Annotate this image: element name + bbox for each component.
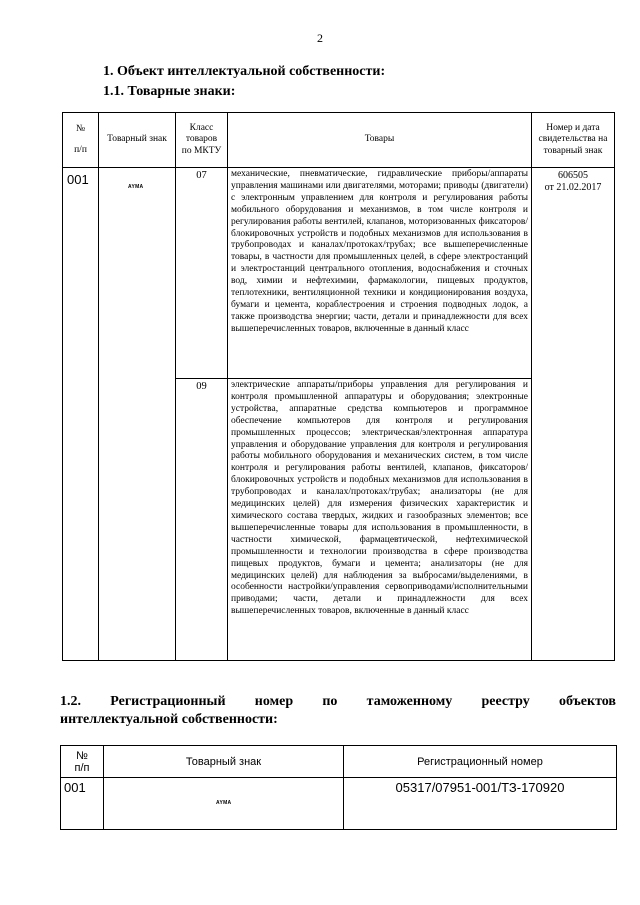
row-number: 001 bbox=[63, 168, 99, 661]
registration-number: 05317/07951-001/ТЗ-170920 bbox=[344, 778, 617, 830]
goods-class-07: механические, пневматические, гидравлические приборы/аппараты управления машинами или двигателями, моторами; приводы (двигатели) с электронным управлением для контроля и регулирования работы мобильного оборудования и механизмов, в том числе контроля и регулирования работы вентилей, клапанов, моторизованных фиксаторов/блокировочных устройств и подобных механизмов для использования в трубопроводах и каналах/протоках/трубах; все вышеперечисленные товары, в частности для промышленных целей, в сфере электростанций и электростанций центрального отопления, водоснабжения и сточных вод, химии и нефтехимии, фармакологии, пищевых продуктов, теплотехники, вентиляционной техники и кондиционирования воздуха, бумаги и цемента, кораблестроения и строения подводных лодок, а также производства энергии; части, детали и принадлежности для всех вышеперечисленных товаров, включенные в данный класс bbox=[228, 168, 532, 379]
reg-header-number-line1: № bbox=[76, 749, 88, 762]
goods-class-09: электрические аппараты/приборы управления для регулирования и контроля промышленной аппаратуры и оборудования; электронные устройства, аппаратные средства компьютеров и программное обеспечение компьютеров для контроля и регулирования промышленных процессов; электрическая/электронная аппаратура управления и оборудование управления для контроля и регулирования работы мобильного оборудования и механических систем, в том числе контроля и регулирования работы вентилей, клапанов, фиксаторов/блокировочных устройств и подобных механизмов для использования в трубопроводах и каналах/протоках/трубах; анализаторы (не для медицинских целей) для измерения физических характеристик и химического состава твердых, жидких и газообразных элементов; все вышеперечисленные товары для использования в промышленности, в частности химической, фармацевтической, нефтехимической промышленности и технологии производства в сфере производства пищевых продуктов, бумаги и цемента; анализаторы (не для медицинских целей) для наблюдения за выбросами/выделениями, в особенности настройки/управления сервоприводами/исполнительными приводами; части, детали и принадлежности для всех вышеперечисленных товаров, включенные в данный класс bbox=[228, 379, 532, 661]
table-row bbox=[63, 168, 615, 379]
reg-header-number bbox=[61, 746, 104, 778]
section-1-2-title-line2: интеллектуальной собственности: bbox=[60, 712, 278, 727]
trademarks-table-header bbox=[63, 113, 615, 168]
header-number-line1: № bbox=[75, 124, 86, 135]
reg-trademark-cell bbox=[104, 778, 344, 830]
section-1-title: 1. Объект интеллектуальной собственности: bbox=[103, 64, 386, 79]
header-certificate bbox=[532, 113, 615, 168]
header-cert-line2: свидетельства на bbox=[538, 134, 608, 145]
trademark-cell bbox=[99, 168, 176, 661]
section-1-2-title-line1: 1.2. Регистрационный номер по таможенному реестру объектов bbox=[60, 694, 616, 709]
reg-header-trademark: Товарный знак bbox=[104, 746, 344, 778]
section-1-1-title: 1.1. Товарные знаки: bbox=[103, 84, 236, 99]
header-cert-line3: товарный знак bbox=[543, 145, 603, 156]
certificate-cell bbox=[532, 168, 615, 661]
certificate-number: 606505 bbox=[558, 170, 588, 181]
header-class-line1: Класс bbox=[189, 123, 214, 134]
header-class-line3: по МКТУ bbox=[181, 145, 222, 156]
header-cert-line1: Номер и дата bbox=[546, 123, 600, 134]
header-goods: Товары bbox=[228, 113, 532, 168]
reg-row-number: 001 bbox=[61, 778, 104, 830]
registration-table bbox=[60, 745, 617, 830]
class-07: 07 bbox=[176, 168, 228, 379]
page-number: 2 bbox=[317, 31, 323, 45]
table-row bbox=[61, 778, 617, 830]
class-09: 09 bbox=[176, 379, 228, 661]
header-number bbox=[63, 113, 99, 168]
header-number-line2: п/п bbox=[74, 144, 87, 155]
header-class-line2: товаров bbox=[185, 134, 218, 145]
reg-header-number-line2: п/п bbox=[74, 761, 90, 774]
reg-header-reg-number: Регистрационный номер bbox=[344, 746, 617, 778]
trademarks-table bbox=[62, 112, 615, 661]
certificate-date: от 21.02.2017 bbox=[544, 182, 602, 193]
header-trademark: Товарный знак bbox=[99, 113, 176, 168]
header-class bbox=[176, 113, 228, 168]
registration-table-header bbox=[61, 746, 617, 778]
trademark-logo: AYMA bbox=[128, 184, 144, 190]
reg-trademark-logo: AYMA bbox=[216, 800, 232, 806]
